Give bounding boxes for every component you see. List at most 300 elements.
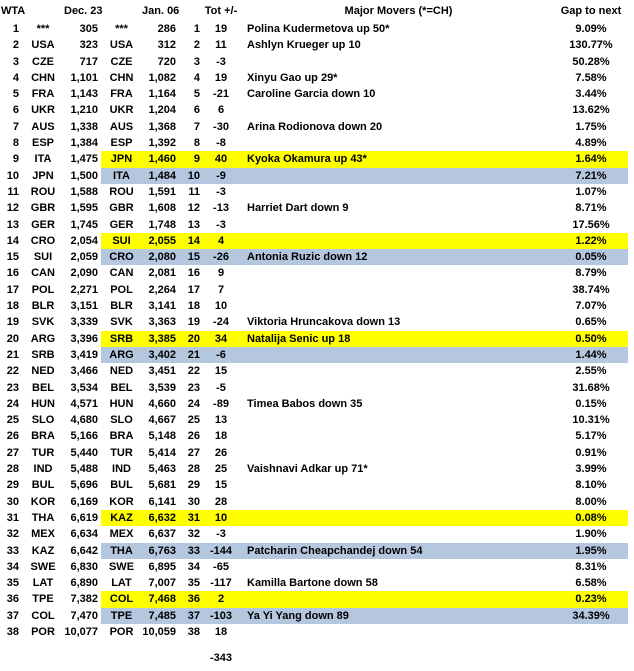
dec-country-cell: CRO xyxy=(30,234,56,247)
jan-value-cell: 1,082 xyxy=(148,71,176,84)
dec-value-cell: 1,595 xyxy=(70,202,98,215)
major-mover-cell: Ashlyn Krueger up 10 xyxy=(247,39,361,52)
jan-value-cell: 6,141 xyxy=(148,495,176,508)
change-cell: 18 xyxy=(214,625,228,638)
dec-value-cell: 7,382 xyxy=(70,593,98,606)
rank-cell: 32 xyxy=(6,528,19,541)
jan-country-cell: GER xyxy=(109,218,134,231)
table-row xyxy=(0,559,634,575)
change-cell: -13 xyxy=(213,202,229,215)
dec-value-cell: 6,642 xyxy=(70,544,98,557)
jan-country-cell: BEL xyxy=(110,381,133,394)
gap-to-next-cell: 0.91% xyxy=(575,446,607,459)
dec-country-cell: GBR xyxy=(30,202,56,215)
tot-rank-cell: 16 xyxy=(187,267,200,280)
change-cell: -21 xyxy=(213,88,229,101)
jan-country-cell: GBR xyxy=(109,202,134,215)
major-mover-cell: Natalija Senic up 18 xyxy=(247,332,351,345)
major-mover-cell: Caroline Garcia down 10 xyxy=(247,88,376,101)
major-mover-cell xyxy=(239,233,558,249)
jan-country-cell: USA xyxy=(109,39,134,52)
table-header xyxy=(0,2,634,21)
total-row xyxy=(0,650,634,666)
change-cell: 25 xyxy=(214,463,228,476)
gap-to-next-cell: 34.39% xyxy=(572,609,610,622)
dec-value-cell: 1,588 xyxy=(70,185,98,198)
jan-country-cell: IND xyxy=(112,463,131,476)
dec-country-cell: SVK xyxy=(31,316,55,329)
tot-rank-cell: 12 xyxy=(187,202,200,215)
row-right xyxy=(101,543,628,559)
dec-value-cell: 6,169 xyxy=(70,495,98,508)
jan-value-cell: 5,148 xyxy=(148,430,176,443)
gap-to-next-cell xyxy=(558,624,624,640)
jan-country-cell: SLO xyxy=(110,414,133,427)
table-row xyxy=(0,445,634,461)
tot-rank-cell: 1 xyxy=(193,23,200,35)
change-cell: 6 xyxy=(217,104,225,117)
tot-rank-cell: 31 xyxy=(187,511,200,524)
major-mover-cell xyxy=(239,380,558,396)
dec-country-cell: ESP xyxy=(31,137,54,150)
major-mover-cell: Timea Babos down 35 xyxy=(247,397,363,410)
rank-cell: 35 xyxy=(6,577,19,590)
jan-country-cell: AUS xyxy=(109,120,134,133)
gap-to-next-cell: 7.07% xyxy=(575,300,607,313)
rank-cell: 28 xyxy=(6,463,19,476)
jan-country-cell: LAT xyxy=(111,577,132,590)
jan-value-cell: 2,055 xyxy=(148,234,176,247)
dec-country-cell: SLO xyxy=(31,414,55,427)
header-major-movers: Major Movers (*=CH) xyxy=(344,5,453,17)
dec-value-cell: 1,384 xyxy=(70,137,98,150)
gap-to-next-cell: 1.07% xyxy=(575,185,607,198)
change-cell: 18 xyxy=(214,430,228,443)
gap-to-next-cell: 0.65% xyxy=(575,316,607,329)
tot-rank-cell: 20 xyxy=(187,332,200,345)
row-right xyxy=(101,37,628,53)
rank-cell: 3 xyxy=(12,55,19,68)
tot-rank-cell: 18 xyxy=(187,300,200,313)
jan-value-cell: 1,484 xyxy=(148,169,176,182)
jan-country-cell: COL xyxy=(109,593,134,606)
tot-rank-cell: 10 xyxy=(187,169,200,182)
rank-cell: 1 xyxy=(12,23,19,35)
dec-country-cell: LAT xyxy=(32,577,54,590)
change-cell: -9 xyxy=(216,169,226,182)
jan-value-cell: 1,608 xyxy=(148,202,176,215)
major-mover-cell: Vaishnavi Adkar up 71* xyxy=(247,463,368,476)
jan-country-cell: CRO xyxy=(109,251,134,264)
rank-cell: 37 xyxy=(6,609,19,622)
jan-country-cell: TUR xyxy=(110,446,133,459)
table-row xyxy=(0,543,634,559)
jan-country-cell: JPN xyxy=(110,153,133,166)
gap-to-next-cell: 8.00% xyxy=(575,495,607,508)
rank-cell: 30 xyxy=(6,495,19,508)
dec-country-cell: IND xyxy=(33,463,53,476)
major-mover-cell: Arina Rodionova down 20 xyxy=(247,120,383,133)
rank-cell: 22 xyxy=(6,365,19,378)
table-row xyxy=(0,477,634,493)
jan-value-cell: 10,059 xyxy=(142,625,176,638)
jan-country-cell: POL xyxy=(110,283,133,296)
dec-value-cell: 1,338 xyxy=(70,120,98,133)
rank-cell: 17 xyxy=(6,283,19,296)
major-mover-cell: Xinyu Gao up 29* xyxy=(247,71,338,84)
gap-to-next-cell: 0.08% xyxy=(575,511,607,524)
table-row xyxy=(0,396,634,412)
header-jan-country-spacer xyxy=(101,2,142,21)
dec-value-cell: 3,419 xyxy=(70,348,98,361)
tot-rank-cell: 3 xyxy=(193,55,200,68)
header-dec-23: Dec. 23 xyxy=(64,5,103,17)
dec-country-cell: COL xyxy=(31,609,55,622)
row-right xyxy=(101,624,628,640)
major-mover-cell xyxy=(239,510,558,526)
jan-value-cell: 720 xyxy=(157,55,176,68)
dec-country-cell: SUI xyxy=(33,251,53,264)
row-right xyxy=(101,510,628,526)
major-mover-cell xyxy=(239,298,558,314)
dec-country-cell: ROU xyxy=(30,185,56,198)
major-mover-cell: Viktoria Hruncakova down 13 xyxy=(247,316,401,329)
major-mover-cell xyxy=(239,265,558,281)
rank-cell: 29 xyxy=(6,479,19,492)
rank-cell: 18 xyxy=(6,300,19,313)
jan-country-cell: THA xyxy=(110,544,133,557)
table-row xyxy=(0,217,634,233)
row-right xyxy=(101,608,628,624)
row-right xyxy=(101,363,628,379)
jan-country-cell: BLR xyxy=(110,300,133,313)
jan-value-cell: 1,460 xyxy=(148,153,176,166)
table-row xyxy=(0,151,634,167)
table-row xyxy=(0,461,634,477)
header-gap-to-next: Gap to next xyxy=(560,5,622,17)
jan-value-cell: 1,204 xyxy=(148,104,176,117)
jan-value-cell: 4,660 xyxy=(148,397,176,410)
change-cell: -5 xyxy=(216,381,226,394)
tot-rank-cell: 34 xyxy=(187,560,200,573)
dec-value-cell: 3,339 xyxy=(70,316,98,329)
table-row xyxy=(0,200,634,216)
dec-country-cell: USA xyxy=(31,39,55,52)
tot-rank-cell: 32 xyxy=(187,528,200,541)
row-right xyxy=(101,314,628,330)
table-row xyxy=(0,412,634,428)
dec-country-cell: TUR xyxy=(31,446,55,459)
dec-country-cell: KAZ xyxy=(31,544,55,557)
jan-value-cell: 2,080 xyxy=(148,251,176,264)
tot-rank-cell: 37 xyxy=(187,609,200,622)
dec-country-cell: *** xyxy=(36,23,50,35)
major-mover-cell xyxy=(239,282,558,298)
change-cell: -8 xyxy=(216,137,226,150)
row-right xyxy=(101,412,628,428)
gap-to-next-cell: 5.17% xyxy=(575,430,607,443)
major-mover-cell xyxy=(239,363,558,379)
jan-country-cell: MEX xyxy=(109,528,134,541)
dec-value-cell: 10,077 xyxy=(64,625,98,638)
change-cell: -3 xyxy=(216,185,226,198)
table-row xyxy=(0,510,634,526)
dec-country-cell: BEL xyxy=(32,381,54,394)
jan-value-cell: 286 xyxy=(157,23,176,35)
dec-country-cell: MEX xyxy=(31,528,55,541)
tot-rank-cell: 26 xyxy=(187,430,200,443)
dec-country-cell: ARG xyxy=(30,332,56,345)
row-right xyxy=(101,86,628,102)
rank-cell: 2 xyxy=(12,39,19,52)
header-dec-country-spacer xyxy=(22,2,64,21)
dec-value-cell: 305 xyxy=(79,23,98,35)
change-cell: 15 xyxy=(214,479,228,492)
tot-rank-cell: 19 xyxy=(187,316,200,329)
dec-value-cell: 2,054 xyxy=(70,234,98,247)
gap-to-next-cell: 3.44% xyxy=(575,88,607,101)
gap-to-next-cell: 8.79% xyxy=(575,267,607,280)
row-right xyxy=(101,135,628,151)
jan-value-cell: 7,468 xyxy=(148,593,176,606)
change-cell: -24 xyxy=(213,316,229,329)
tot-rank-cell: 17 xyxy=(187,283,200,296)
table-row xyxy=(0,363,634,379)
tot-rank-cell: 9 xyxy=(193,153,200,166)
gap-to-next-cell: 13.62% xyxy=(572,104,610,117)
jan-value-cell: 5,414 xyxy=(148,446,176,459)
change-cell: 9 xyxy=(217,267,225,280)
table-row xyxy=(0,54,634,70)
dec-country-cell: NED xyxy=(31,365,55,378)
dec-country-cell: BRA xyxy=(31,430,55,443)
table-row xyxy=(0,428,634,444)
dec-value-cell: 717 xyxy=(79,55,98,68)
jan-value-cell: 312 xyxy=(157,39,176,52)
jan-country-cell: KOR xyxy=(109,495,134,508)
major-mover-cell xyxy=(239,477,558,493)
major-mover-cell: Ya Yi Yang down 89 xyxy=(247,609,349,622)
dec-country-cell: KOR xyxy=(30,495,56,508)
tot-rank-cell: 6 xyxy=(193,104,200,117)
major-mover-cell xyxy=(239,168,558,184)
rank-cell: 10 xyxy=(6,169,19,182)
row-right xyxy=(101,200,628,216)
change-cell: -3 xyxy=(216,218,226,231)
dec-value-cell: 5,440 xyxy=(70,446,98,459)
rank-cell: 34 xyxy=(6,560,19,573)
jan-value-cell: 4,667 xyxy=(148,414,176,427)
jan-value-cell: 2,081 xyxy=(148,267,176,280)
gap-to-next-cell: 6.58% xyxy=(575,577,607,590)
rank-cell: 15 xyxy=(6,251,19,264)
jan-value-cell: 3,385 xyxy=(148,332,176,345)
rank-cell: 12 xyxy=(6,202,19,215)
dec-value-cell: 7,470 xyxy=(70,609,98,622)
tot-rank-cell: 30 xyxy=(187,495,200,508)
row-right xyxy=(101,445,628,461)
jan-country-cell: ROU xyxy=(109,185,134,198)
change-cell: -3 xyxy=(216,528,226,541)
rank-cell: 8 xyxy=(12,137,19,150)
dec-country-cell: SWE xyxy=(30,560,56,573)
rank-cell: 23 xyxy=(6,381,19,394)
jan-value-cell: 2,264 xyxy=(148,283,176,296)
jan-value-cell: 3,363 xyxy=(148,316,176,329)
jan-country-cell: HUN xyxy=(109,397,134,410)
jan-value-cell: 6,637 xyxy=(148,528,176,541)
row-right xyxy=(101,265,628,281)
dec-value-cell: 6,619 xyxy=(70,511,98,524)
dec-country-cell: SRB xyxy=(31,348,55,361)
dec-value-cell: 1,143 xyxy=(70,88,98,101)
row-right xyxy=(101,217,628,233)
row-right xyxy=(101,380,628,396)
jan-value-cell: 1,748 xyxy=(148,218,176,231)
dec-country-cell: CAN xyxy=(31,267,55,280)
dec-value-cell: 1,210 xyxy=(70,104,98,117)
gap-to-next-cell: 8.10% xyxy=(575,479,607,492)
gap-to-next-cell: 38.74% xyxy=(572,283,610,296)
change-cell: 15 xyxy=(214,365,228,378)
jan-country-cell: FRA xyxy=(110,88,133,101)
rank-cell: 33 xyxy=(6,544,19,557)
gap-to-next-cell: 8.71% xyxy=(575,202,607,215)
table-row xyxy=(0,282,634,298)
jan-country-cell: SVK xyxy=(110,316,133,329)
row-right xyxy=(101,347,628,363)
rank-cell: 7 xyxy=(12,120,19,133)
gap-to-next-cell: 1.44% xyxy=(575,348,607,361)
major-mover-cell xyxy=(239,591,558,607)
gap-to-next-cell: 1.90% xyxy=(575,528,607,541)
dec-value-cell: 1,101 xyxy=(70,71,98,84)
jan-country-cell: KAZ xyxy=(110,511,133,524)
row-right xyxy=(101,559,628,575)
jan-country-cell: SWE xyxy=(108,560,135,573)
dec-value-cell: 323 xyxy=(79,39,98,52)
jan-value-cell: 3,539 xyxy=(148,381,176,394)
dec-country-cell: CZE xyxy=(32,55,54,68)
major-mover-cell: Harriet Dart down 9 xyxy=(247,202,349,215)
jan-country-cell: ARG xyxy=(109,348,134,361)
change-cell: -144 xyxy=(209,544,233,557)
rank-cell: 26 xyxy=(6,430,19,443)
dec-value-cell: 5,696 xyxy=(70,479,98,492)
dec-value-cell: 5,488 xyxy=(70,463,98,476)
row-right xyxy=(101,477,628,493)
dec-country-cell: AUS xyxy=(31,120,55,133)
jan-country-cell: SUI xyxy=(112,234,131,247)
gap-to-next-cell: 7.21% xyxy=(575,169,607,182)
dec-value-cell: 4,680 xyxy=(70,414,98,427)
major-mover-cell xyxy=(239,624,558,640)
major-mover-cell: Antonia Ruzic down 12 xyxy=(247,251,368,264)
rank-cell: 36 xyxy=(6,593,19,606)
rank-cell: 13 xyxy=(6,218,19,231)
change-cell: -65 xyxy=(213,560,229,573)
table-row xyxy=(0,86,634,102)
gap-to-next-cell: 50.28% xyxy=(572,55,610,68)
table-row xyxy=(0,70,634,86)
jan-country-cell: ESP xyxy=(110,137,133,150)
table-row xyxy=(0,119,634,135)
rank-cell: 6 xyxy=(12,104,19,117)
dec-value-cell: 3,396 xyxy=(70,332,98,345)
header-tot-change: Tot +/- xyxy=(204,5,238,17)
rank-cell: 20 xyxy=(6,332,19,345)
jan-value-cell: 6,895 xyxy=(148,560,176,573)
tot-rank-cell: 36 xyxy=(187,593,200,606)
jan-country-cell: *** xyxy=(115,23,128,35)
gap-to-next-cell: 0.05% xyxy=(575,251,607,264)
change-cell: 19 xyxy=(214,23,228,35)
row-right xyxy=(101,249,628,265)
rank-cell: 16 xyxy=(6,267,19,280)
jan-country-cell: UKR xyxy=(109,104,134,117)
tot-rank-cell: 7 xyxy=(193,120,200,133)
change-cell: 28 xyxy=(214,495,228,508)
change-cell: -117 xyxy=(210,577,232,590)
tot-rank-cell: 24 xyxy=(187,397,200,410)
table-row xyxy=(0,624,634,640)
rank-cell: 25 xyxy=(6,414,19,427)
tot-rank-cell: 25 xyxy=(187,414,200,427)
rank-cell: 14 xyxy=(6,234,19,247)
row-right xyxy=(101,282,628,298)
table-body xyxy=(0,21,634,640)
tot-rank-cell: 8 xyxy=(193,137,200,150)
dec-country-cell: POL xyxy=(31,283,55,296)
change-cell: 4 xyxy=(217,234,225,247)
major-mover-cell: Polina Kudermetova up 50* xyxy=(247,23,390,35)
change-cell: 34 xyxy=(214,332,228,345)
jan-country-cell: BRA xyxy=(109,430,134,443)
tot-rank-cell: 28 xyxy=(187,463,200,476)
jan-value-cell: 1,368 xyxy=(148,120,176,133)
change-cell: 19 xyxy=(214,71,228,84)
change-cell: 40 xyxy=(214,153,228,166)
major-mover-cell xyxy=(239,445,558,461)
table-row xyxy=(0,265,634,281)
row-right xyxy=(101,575,628,591)
change-cell: 11 xyxy=(215,39,227,52)
gap-to-next-cell: 0.50% xyxy=(575,332,607,345)
change-cell: -3 xyxy=(216,55,226,68)
dec-value-cell: 3,466 xyxy=(70,365,98,378)
dec-country-cell: BUL xyxy=(31,479,55,492)
jan-value-cell: 7,007 xyxy=(148,577,176,590)
row-right xyxy=(101,298,628,314)
tot-rank-cell: 35 xyxy=(187,577,200,590)
major-mover-cell: Patcharin Cheapchandej down 54 xyxy=(247,544,423,557)
jan-country-cell: TPE xyxy=(110,609,133,622)
header-wta: WTA xyxy=(1,5,26,17)
table-row xyxy=(0,102,634,118)
jan-value-cell: 1,164 xyxy=(148,88,176,101)
gap-to-next-cell: 1.22% xyxy=(575,234,607,247)
gap-to-next-cell: 17.56% xyxy=(572,218,610,231)
change-cell: 10 xyxy=(214,300,228,313)
major-mover-cell xyxy=(239,559,558,575)
jan-value-cell: 3,402 xyxy=(148,348,176,361)
total-change-value: -343 xyxy=(209,652,233,665)
row-right xyxy=(101,591,628,607)
jan-country-cell: CAN xyxy=(109,267,134,280)
table-row xyxy=(0,135,634,151)
tot-rank-cell: 5 xyxy=(193,88,200,101)
row-right xyxy=(101,70,628,86)
